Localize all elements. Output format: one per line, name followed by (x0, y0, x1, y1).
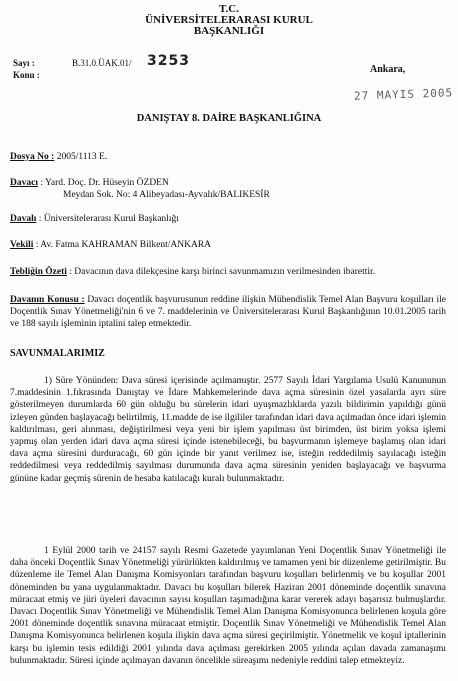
paragraph-2: 1 Eylül 2000 tarih ve 24157 sayılı Resmi Gazetede yayımlanan Yeni Doçentlik Sınav Yönetmeliği ile daha önceki Doçentlik Sınav Yönetmeliği yürürlükten kaldırılmış ve tamamen yeni bir düzenleme getirilmiştir. Bu düzenleme ile Temel Alan Danışma Komisyonları tarafından başvuru koşulları belirlenmiş ve bu koşullar 2001 döneminden bu yana uygulanmaktadır. Davacı bu koşulları bilerek Haziran 2001 döneminde doçentlik sınavına müracaat etmiş ve jüri üyeleri davacının sayısı koşulları taşımadığına karar vererek adayı başarısız bulmuşlardır. Davacı Doçentlik Sınav Yönetmeliği ve Mühendislik Temel Alan Danışma Komisyonunca belirlenen koşula göre 2001 döneminde doçentlik sınavına müracaat etmiştir. Doçentlik Sınav Yönetmeliği ve Mühendislik Temel Alan Danışma Komisyonunca belirlenen koşula ilişkin dava açma süresi geçirilmiştir. Yönetmelik ve koşul iptallerinin karşı bu işlemin tesis edildiği 2001 yılında dava açılması gerekirken 2005 yılında açılan davada zamanaşımı bulunmaktadır. Süresi içinde açılmayan davanın öncelikle süreaşımı nedeniyle reddini talep etmekteyiz. (10, 546, 446, 666)
header-tc: T.C. (219, 3, 239, 15)
section-title: SAVUNMALARIMIZ (10, 348, 105, 359)
header-department: BAŞKANLIĞI (193, 25, 265, 37)
vekili-row (10, 240, 211, 250)
dosya-value: 2005/1113 E. (56, 152, 108, 162)
sayi-label: Sayı : (13, 58, 35, 68)
date-stamp: 27 MAYIS 2005 (353, 86, 454, 103)
teblig-row (10, 267, 375, 277)
vekili-label: Vekili (10, 240, 34, 250)
teblig-value: : Davacının dava dilekçesine karşı birinci savunmamızın verilmesinden ibarettir. (69, 267, 376, 277)
sayi-handwritten-number: 3253 (147, 53, 190, 69)
davaci-name: : Yard. Doç. Dr. Hüseyin ÖZDEN (40, 178, 169, 188)
dosya-row (10, 152, 107, 162)
davanin-konusu-label: Davanın Konusu : (10, 295, 85, 305)
konu-label: Konu : (13, 70, 40, 80)
city-label: Ankara, (370, 64, 406, 75)
header-institution: ÜNİVERSİTELERARASI KURUL (145, 14, 313, 26)
davanin-konusu-paragraph (10, 294, 446, 331)
davali-label: Davalı (10, 214, 37, 224)
teblig-label: Tebliğin Özeti (10, 267, 67, 277)
davaci-address: Meydan Sok. No: 4 Alibeyadası-Ayvalık/BALIKESİR (63, 190, 270, 200)
paragraph-1: 1) Süre Yönünden: Dava süresi içerisinde açılmamıştır. 2577 Sayılı İdari Yargılama Usulü Kanununun 7.maddesinin 1.fıkrasında Danıştay ve İdare Mahkemelerinde dava açma süresinin özel yasalarda ayrı süre gösterilmeyen durumlarda 60 gün olduğu bu sürelerin idari uyuşmazlıklarda yazılı bildirimin yapıldığı günü izleyen günden başlayacağı belirtilmiş, 11.madde de ise ilgililer tarafından idari dava açılmadan önce idari işlemin kaldırılması, geri alınması, değiştirilmesi veya yeni bir işlem yapılması üst birimden, üst birim yoksa işlemi yapmış olan yerden idari dava açma süresi içinde istenebileceği, bu başvurmanın işlemeye başlamış olan idari dava açma süresini durduracağı, 60 gün içinde bir yanıt verilmez ise, isteğin reddedilmiş sayılacağı isteğin reddedilmesi veya reddedilmiş sayılması durumunda dava açma süresinin yeniden başlayacağı ve başvurma gününe kadar geçmiş sürenin de hesaba katılacağı kuralı bulunmaktadır. (10, 376, 446, 484)
davanin-konusu-text: Davacı doçentlik başvurusunun reddine ilişkin Mühendislik Temel Alan Başvuru koşulları ile Doçentlik Sınav Yönetmeliği'nin 6 ve 7. maddelerinin ve Üniversitelerarası Kurul Başkanlığının 10.01.2005 tarih ve 188 sayılı işleminin iptalini talep etmektedir. (10, 295, 446, 330)
dosya-label: Dosya No : (10, 152, 55, 162)
sayi-value: B.31.0.ÜAK.01/ (72, 58, 132, 68)
addressee-title: DANIŞTAY 8. DAİRE BAŞKANLIĞINA (136, 113, 322, 124)
davaci-row (10, 178, 169, 188)
vekili-value: : Av. Fatma KAHRAMAN Bilkent/ANKARA (35, 240, 212, 250)
davaci-label: Davacı (10, 178, 38, 188)
davali-row (10, 214, 179, 224)
davali-value: : Üniversitelerarası Kurul Başkanlığı (38, 214, 179, 224)
